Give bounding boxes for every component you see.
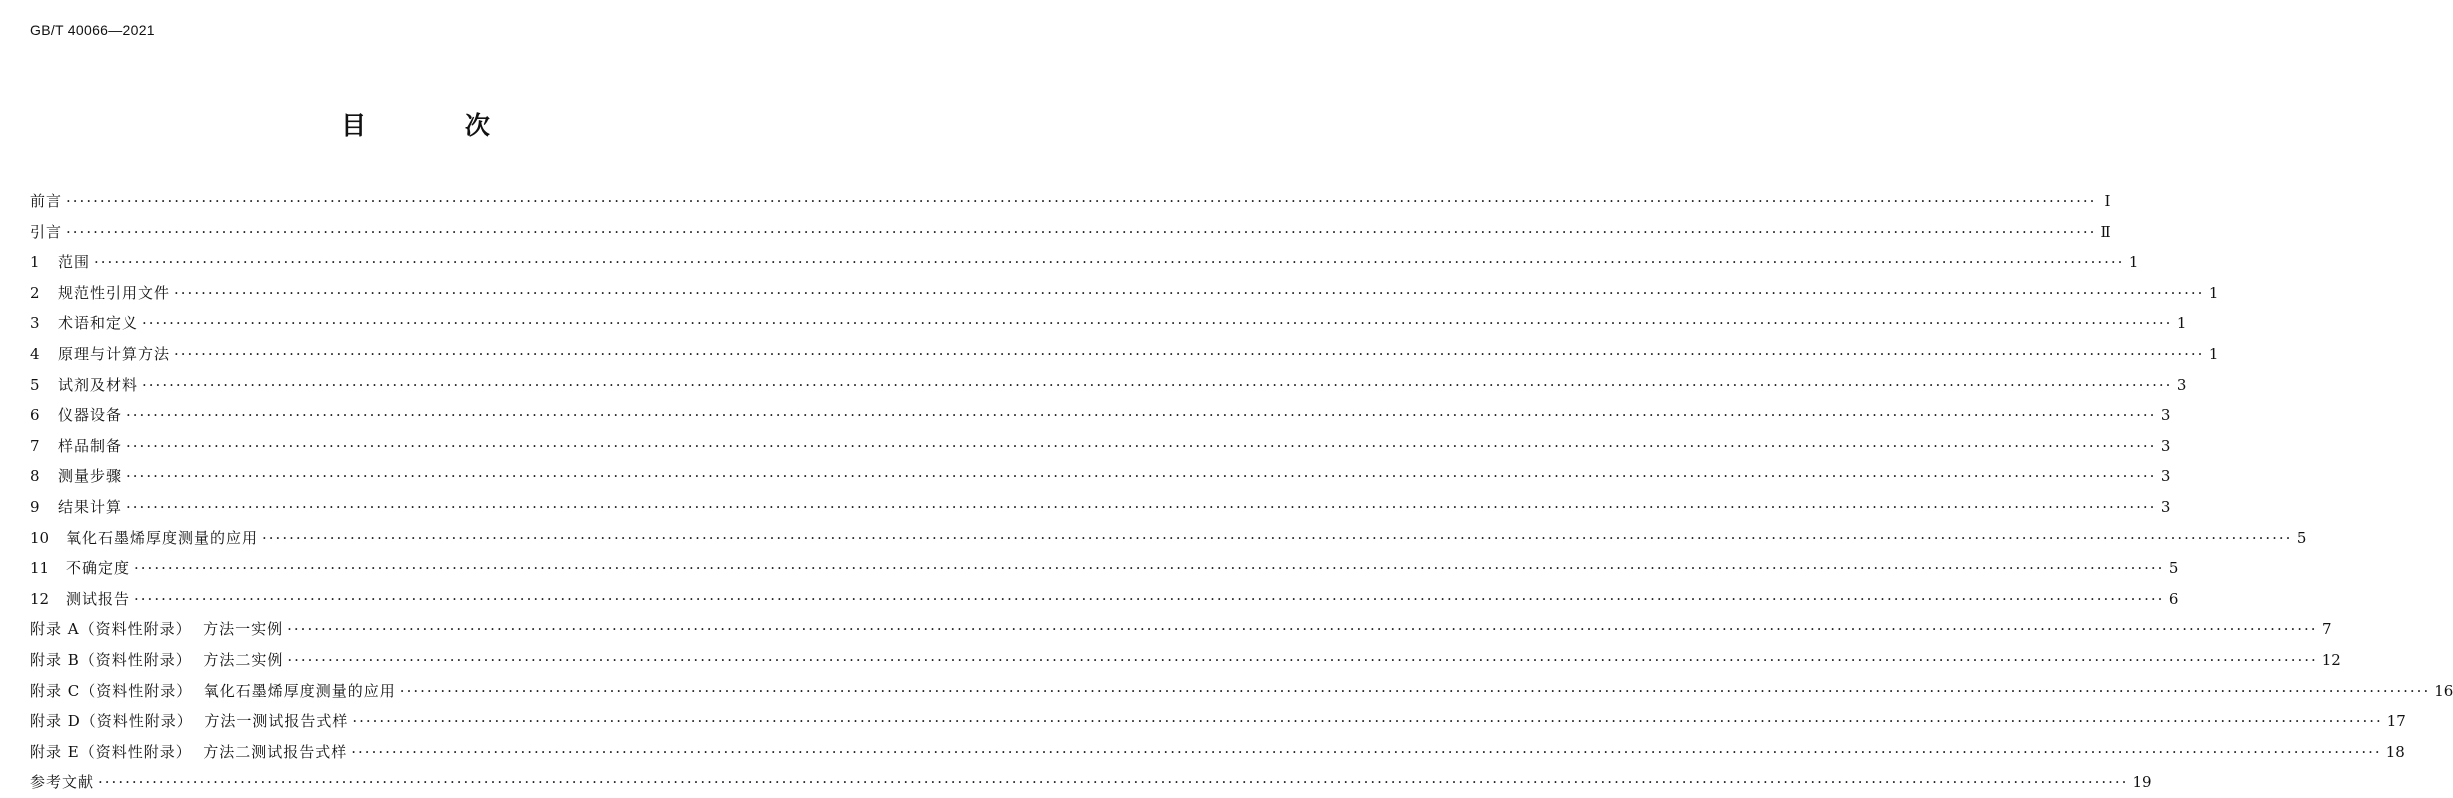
toc-entry-number: 11	[30, 559, 50, 578]
toc-entry-page-number: 5	[2168, 559, 2179, 578]
toc-entry-label: 测量步骤	[58, 467, 123, 486]
toc-entry-label: 结果计算	[58, 497, 123, 516]
dot-leader: ············································································································································································································································································································	[126, 497, 2157, 516]
dot-leader: ············································································································································································································································································································	[142, 314, 2173, 333]
toc-entry[interactable]	[30, 492, 2171, 523]
toc-entry-number: 2	[30, 283, 40, 302]
dot-leader: ············································································································································································································································································································	[126, 406, 2157, 425]
toc-entry-page-number: 1	[2208, 344, 2219, 363]
toc-entry[interactable]	[30, 370, 2187, 401]
toc-entry[interactable]	[30, 645, 2341, 676]
dot-leader: ············································································································································································································································································································	[66, 192, 2097, 210]
toc-entry[interactable]	[30, 339, 2219, 370]
toc-entry-page-number: 18	[2385, 742, 2405, 761]
toc-entry-page-number: 3	[2160, 467, 2171, 486]
table-of-contents	[30, 186, 2453, 798]
toc-entry[interactable]	[30, 706, 2406, 737]
dot-leader: ············································································································································································································································································································	[66, 222, 2097, 241]
dot-leader: ············································································································································································································································································································	[134, 589, 2165, 608]
toc-entry-number: 5	[30, 375, 40, 394]
dot-leader: ············································································································································································································································································································	[142, 375, 2173, 394]
standard-code: GB/T 40066—2021	[30, 22, 155, 38]
toc-entry-number: 12	[30, 589, 50, 608]
toc-entry[interactable]	[30, 523, 2307, 554]
toc-entry-number: 10	[30, 528, 50, 547]
dot-leader: ············································································································································································································································································································	[399, 681, 2431, 700]
toc-entry-label: 试剂及材料	[58, 375, 139, 394]
toc-entry-label: 附录 A（资料性附录） 方法一实例	[30, 620, 284, 639]
toc-entry-label: 附录 D（资料性附录） 方法一测试报告式样	[30, 712, 349, 731]
toc-entry-label: 氧化石墨烯厚度测量的应用	[66, 528, 259, 547]
dot-leader: ············································································································································································································································································································	[351, 742, 2382, 761]
dot-leader: ············································································································································································································································································································	[287, 620, 2318, 639]
toc-entry-label: 测试报告	[66, 589, 131, 608]
toc-entry-page-number: 3	[2160, 497, 2171, 516]
toc-entry-label: 术语和定义	[58, 314, 139, 333]
toc-entry[interactable]	[30, 614, 2332, 645]
toc-entry-page-number: 12	[2321, 650, 2341, 669]
toc-entry-number: 1	[30, 253, 40, 272]
toc-entry-page-number: 1	[2208, 283, 2219, 302]
dot-leader: ············································································································································································································································································································	[98, 773, 2129, 792]
toc-entry-page-number: 6	[2168, 589, 2179, 608]
toc-entry-label: 规范性引用文件	[58, 283, 171, 302]
toc-entry-number: 7	[30, 436, 40, 455]
toc-entry-page-number: 3	[2176, 375, 2187, 394]
toc-entry-number: 8	[30, 467, 40, 486]
toc-entry-label: 附录 B（资料性附录） 方法二实例	[30, 650, 284, 669]
toc-entry[interactable]	[30, 278, 2219, 309]
toc-entry-number: 9	[30, 497, 40, 516]
toc-entry-page-number: 5	[2296, 528, 2307, 547]
dot-leader: ············································································································································································································································································································	[134, 559, 2165, 578]
toc-entry-label: 不确定度	[66, 559, 131, 578]
toc-entry-label: 附录 E（资料性附录） 方法二测试报告式样	[30, 742, 348, 761]
toc-entry-label: 范围	[58, 253, 91, 272]
page-title: 目 次	[341, 111, 535, 140]
toc-entry-label: 样品制备	[58, 436, 123, 455]
toc-entry-page-number: 19	[2132, 773, 2152, 792]
dot-leader: ············································································································································································································································································································	[126, 436, 2157, 455]
toc-entry-page-number: 3	[2160, 406, 2171, 425]
toc-entry-page-number: Ⅱ	[2100, 222, 2111, 241]
dot-leader: ············································································································································································································································································································	[94, 253, 2125, 272]
toc-entry[interactable]	[30, 737, 2405, 768]
toc-entry-page-number: 3	[2160, 436, 2171, 455]
dot-leader: ············································································································································································································································································································	[126, 467, 2157, 486]
toc-entry-page-number: Ⅰ	[2104, 192, 2111, 210]
toc-entry-label: 引言	[30, 222, 63, 241]
toc-entry[interactable]	[30, 584, 2179, 615]
dot-leader: ············································································································································································································································································································	[262, 528, 2293, 547]
toc-entry-page-number: 17	[2386, 712, 2406, 731]
toc-entry-label: 原理与计算方法	[58, 344, 171, 363]
toc-entry[interactable]	[30, 217, 2111, 248]
toc-entry[interactable]	[30, 676, 2453, 707]
toc-entry-page-number: 7	[2322, 620, 2332, 639]
toc-entry[interactable]	[30, 308, 2187, 339]
toc-entry[interactable]	[30, 461, 2171, 492]
toc-entry-label: 仪器设备	[58, 406, 123, 425]
toc-entry-number: 6	[30, 406, 40, 425]
toc-entry-page-number: 16	[2434, 681, 2453, 700]
toc-entry-page-number: 1	[2128, 253, 2139, 272]
toc-entry[interactable]	[30, 553, 2179, 584]
toc-entry[interactable]	[30, 767, 2152, 798]
toc-entry-number: 4	[30, 344, 40, 363]
toc-entry-page-number: 1	[2176, 314, 2187, 333]
toc-entry-number: 3	[30, 314, 40, 333]
toc-entry-label: 附录 C（资料性附录） 氧化石墨烯厚度测量的应用	[30, 681, 396, 700]
toc-entry[interactable]	[30, 247, 2139, 278]
dot-leader: ············································································································································································································································································································	[352, 712, 2383, 731]
toc-entry-label: 前言	[30, 192, 63, 210]
dot-leader: ············································································································································································································································································································	[287, 650, 2318, 669]
toc-entry[interactable]	[30, 431, 2171, 462]
dot-leader: ············································································································································································································································································································	[174, 283, 2205, 302]
toc-entry[interactable]	[30, 400, 2171, 431]
toc-entry-label: 参考文献	[30, 773, 95, 792]
toc-entry[interactable]	[30, 186, 2111, 217]
dot-leader: ············································································································································································································································································································	[174, 344, 2205, 363]
